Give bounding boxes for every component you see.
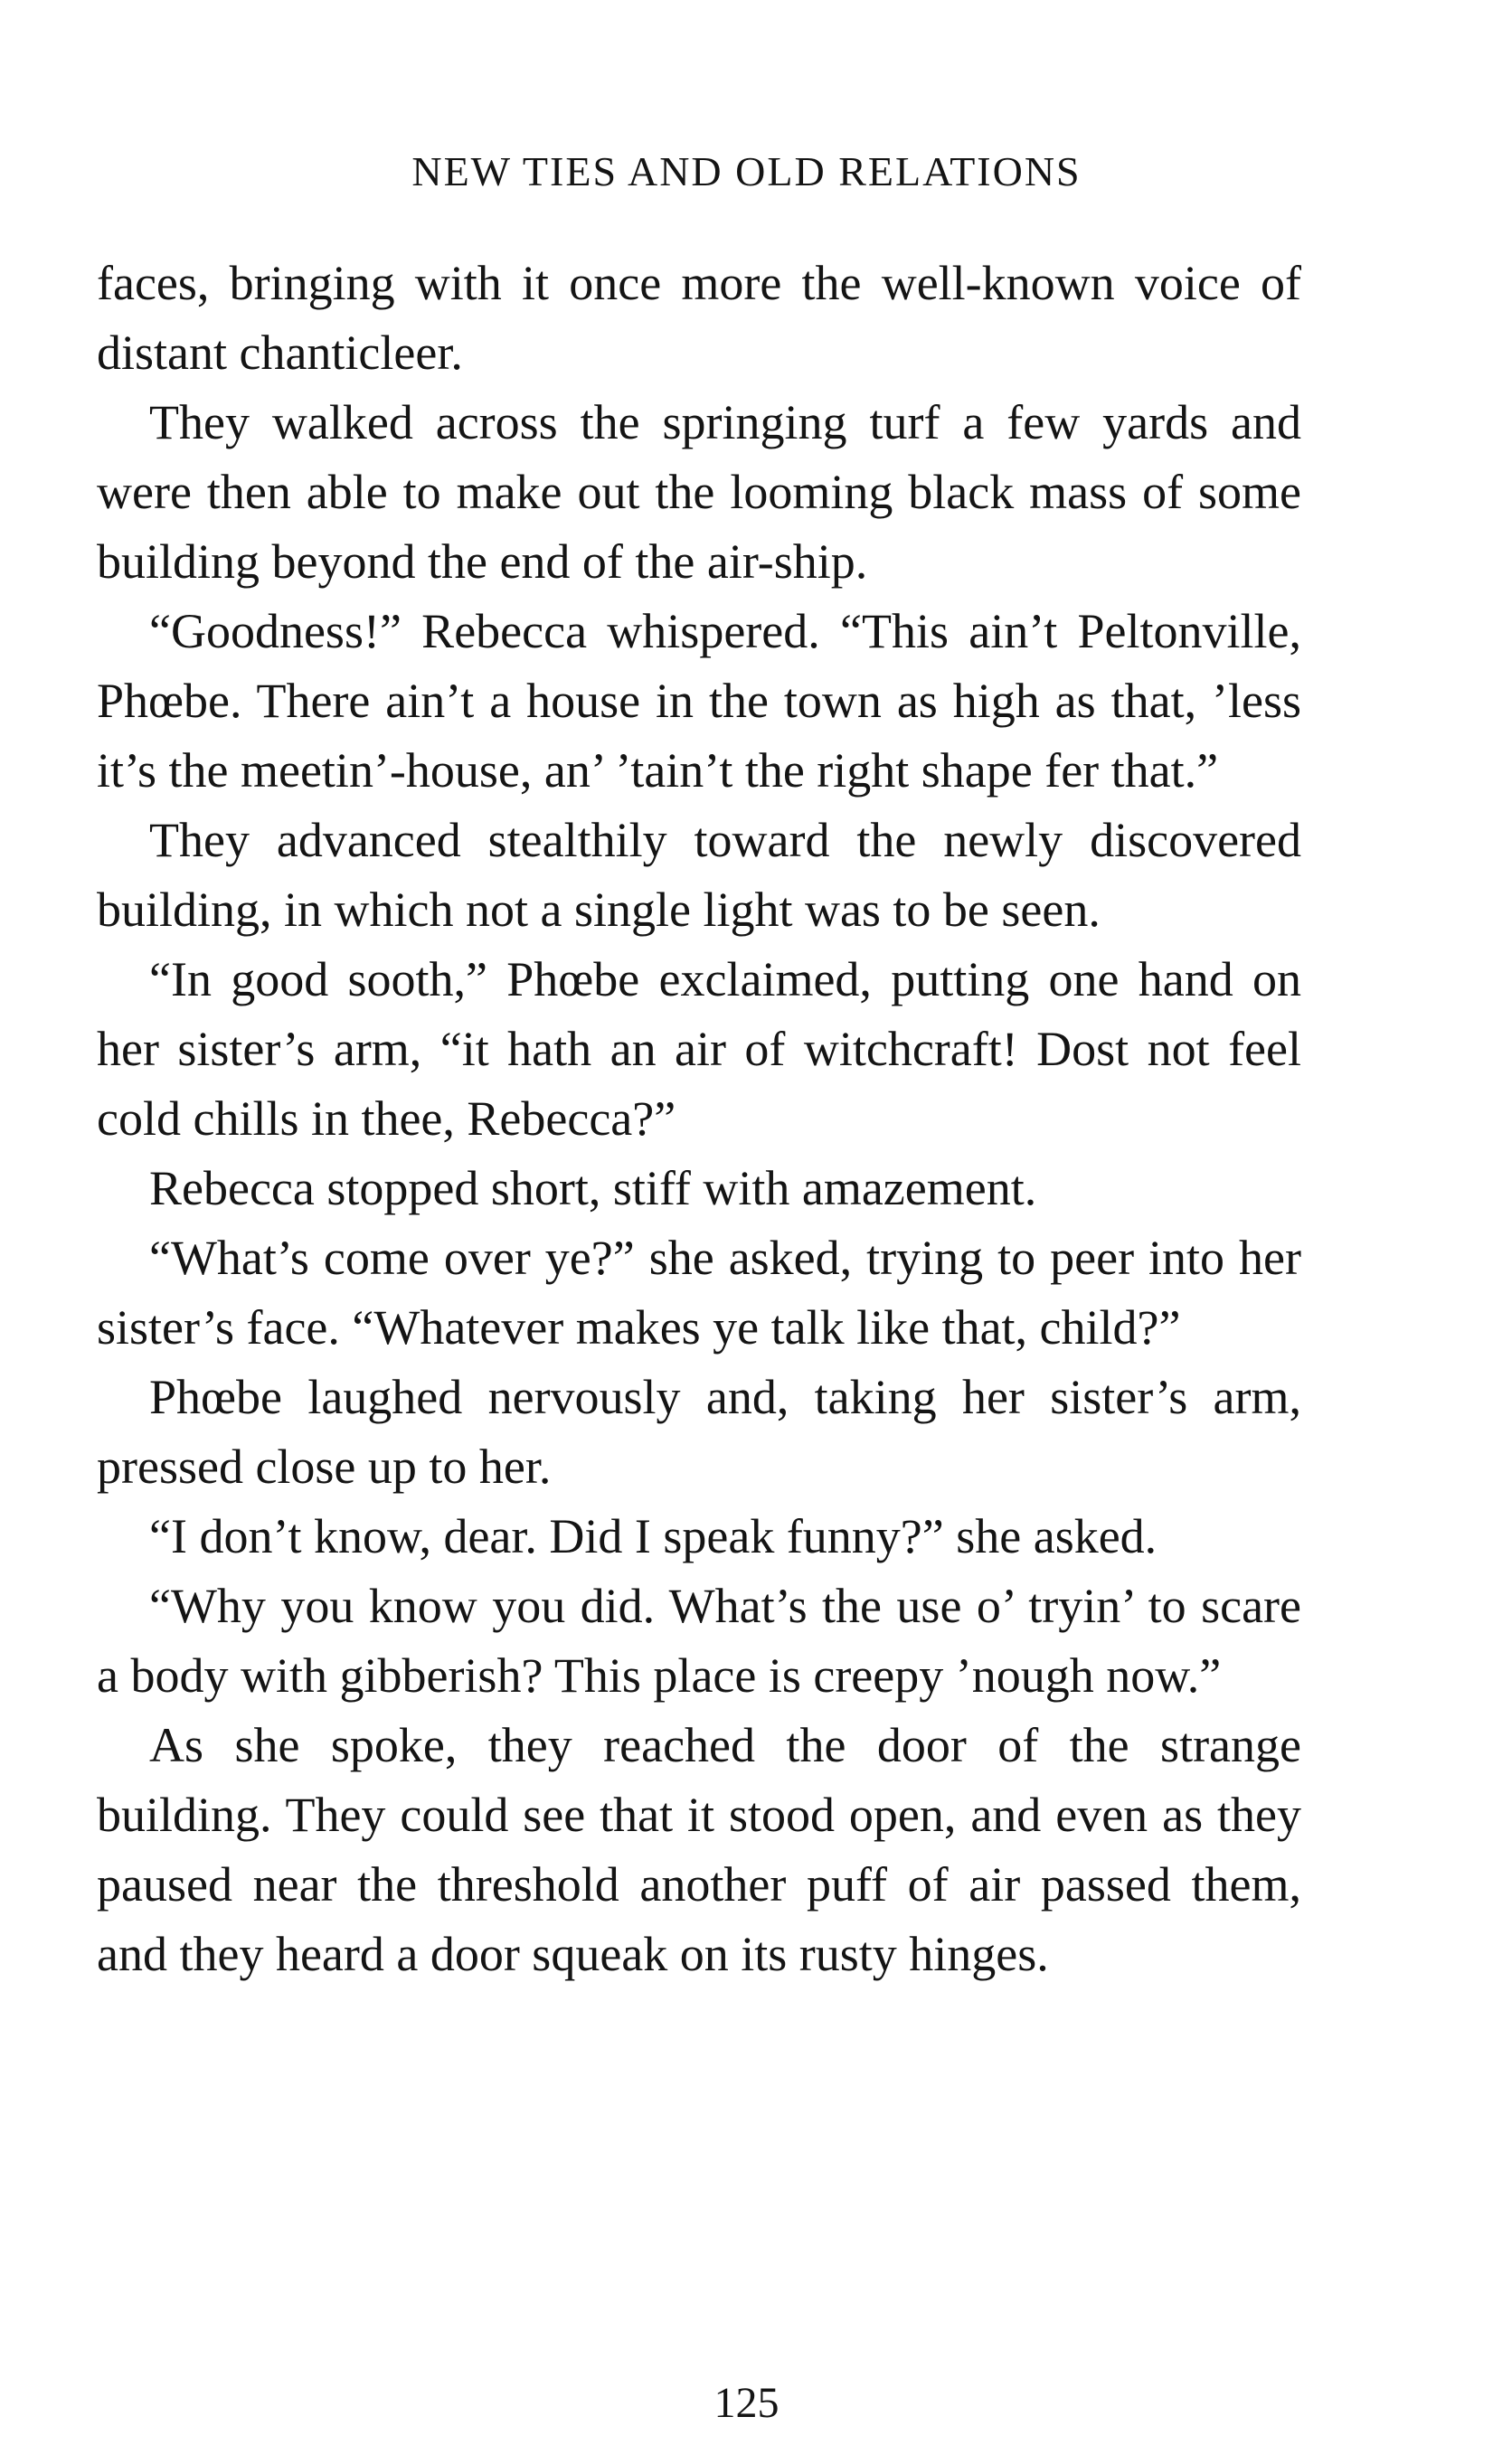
paragraph: “Goodness!” Rebecca whispered. “This ain’t Peltonville, Phœbe. There ain’t a house in the town as high as that, ’less it’s the meetin’-house, an’ ’tain’t the right shape fer that.” [97, 604, 1301, 798]
paragraph: “I don’t know, dear. Did I speak funny?” she asked. [149, 1509, 1158, 1563]
paragraph: They walked across the springing turf a few yards and were then able to make out the looming black mass of some building beyond the end of the air-ship. [97, 395, 1301, 589]
paragraph: “In good sooth,” Phœbe exclaimed, putting one hand on her sister’s arm, “it hath an air of witchcraft! Dost not feel cold chills in thee, Rebecca?” [97, 952, 1301, 1146]
page-number: 125 [713, 2379, 780, 2427]
paragraph: “Why you know you did. What’s the use o’ tryin’ to scare a body with gibberish? This place is creepy ’nough now.” [97, 1579, 1301, 1703]
paragraph: Phœbe laughed nervously and, taking her sister’s arm, pressed close up to her. [97, 1370, 1301, 1494]
paragraph: As she spoke, they reached the door of the strange building. They could see that it stood open, and even as they paused near the threshold another puff of air passed them, and they heard a door squeak on its rusty hinges. [97, 1718, 1301, 1981]
body-text [97, 249, 1301, 1989]
running-head: NEW TIES AND OLD RELATIONS [411, 148, 1082, 194]
paragraph: “What’s come over ye?” she asked, trying to peer into her sister’s face. “Whatever makes ye talk like that, child?” [97, 1231, 1301, 1355]
paragraph: faces, bringing with it once more the well-known voice of distant chanticleer. [97, 256, 1301, 380]
paragraph: Rebecca stopped short, stiff with amazement. [149, 1161, 1037, 1215]
paragraph: They advanced stealthily toward the newly discovered building, in which not a single light was to be seen. [97, 813, 1301, 937]
